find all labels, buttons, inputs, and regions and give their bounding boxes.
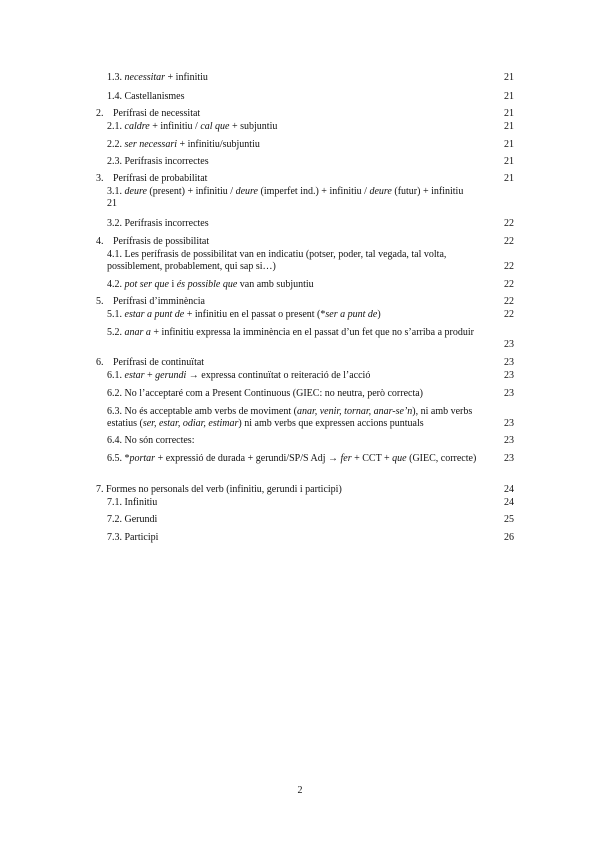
toc-entry-page: 26 (504, 532, 514, 543)
toc-entry-title (107, 249, 514, 273)
toc-entry-page: 21 (504, 156, 514, 167)
toc-entry-page: 23 (504, 453, 514, 464)
toc-title-run: 2.3. Perífrasis incorrectes (107, 156, 209, 167)
toc-title-run: + subjuntiu (229, 121, 278, 132)
toc-entry-title (96, 484, 514, 496)
toc-entry[interactable] (107, 218, 514, 230)
toc-title-run: que (392, 453, 407, 464)
toc-entry[interactable] (107, 249, 514, 273)
toc-entry[interactable] (107, 156, 514, 168)
toc-title-run: 4.1. Les perífrasis de possibilitat van en indicatiu (potser, poder, tal vegada, tal volta, possiblement, probablement, qui sap si…) (107, 249, 447, 272)
toc-title-run: van amb subjuntiu (237, 279, 314, 290)
toc-section[interactable] (96, 108, 514, 120)
toc-title-run: deure (369, 186, 392, 197)
toc-title-run: + infinitiu expressa la imminència en el passat d’un fet que no s’arriba a produir (150, 327, 474, 338)
toc-title-run: (imperfet ind.) + infinitiu / (258, 186, 370, 197)
toc-title-run: caldre (124, 121, 150, 132)
toc-title-run: 7. Formes no personals del verb (infinitiu, gerundi i participi) (96, 484, 342, 495)
toc-entry-page: 21 (504, 121, 514, 132)
toc-entry-page: 21 (504, 139, 514, 150)
toc-entry-page: 23 (504, 435, 514, 446)
toc-entry-page: 25 (504, 514, 514, 525)
toc-title-run: deure (235, 186, 258, 197)
toc-title-run: 1.4. Castellanismes (107, 91, 185, 102)
toc-entry-page: 22 (504, 218, 514, 229)
toc-title-run: 3.2. Perífrasis incorrectes (107, 218, 209, 229)
toc-entry-page: 23 (504, 357, 514, 368)
toc-title-run: estar a punt de (124, 309, 185, 320)
toc-entry[interactable] (107, 388, 514, 400)
toc-entry-title (96, 173, 514, 185)
toc-entry-title (96, 296, 514, 308)
toc-entry-page: 24 (504, 484, 514, 495)
toc-entry-page: 21 (504, 72, 514, 83)
toc-entry-title (107, 186, 514, 198)
toc-entry-page: 21 (504, 173, 514, 184)
toc-title-run: + infinitiu en el passat o present (* (184, 309, 326, 320)
toc-title-run: ser, estar, odiar, estimar (142, 418, 239, 429)
toc-title-run: → expressa continuïtat o reiteració de l’acció (186, 370, 371, 381)
toc-section-number: 2. (96, 108, 104, 119)
toc-entry[interactable] (107, 309, 514, 321)
toc-entry-page: 22 (504, 261, 514, 272)
toc-title-run: és possible que (176, 279, 238, 290)
toc-title-run: (present) + infinitiu / (146, 186, 236, 197)
toc-entry-page: 22 (504, 296, 514, 307)
toc-entry-title (107, 139, 514, 151)
toc-entry-title (107, 279, 514, 291)
toc-entry-title (107, 435, 514, 447)
toc-title-run: 7.3. Participi (107, 532, 159, 543)
toc-title-run: necessitar (124, 72, 166, 83)
toc-section-number: 6. (96, 357, 104, 368)
toc-entry-title (107, 532, 514, 544)
toc-title-run: 7.2. Gerundi (107, 514, 158, 525)
toc-entry-page: 23 (504, 388, 514, 399)
toc-title-run: Perífrasis de possibilitat (113, 236, 210, 247)
toc-title-run: 3.1. (107, 186, 125, 197)
toc-title-run: portar (129, 453, 156, 464)
toc-entry[interactable] (107, 139, 514, 151)
toc-title-run: + infinitiu/subjuntiu (177, 139, 260, 150)
toc-entry[interactable] (107, 497, 514, 509)
toc-entry-page: 23 (504, 370, 514, 381)
toc-entry-title (107, 388, 514, 400)
toc-entry-title (107, 370, 514, 382)
toc-title-run: i (168, 279, 177, 290)
toc-title-run: Perífrasi de probabilitat (113, 173, 208, 184)
page-number: 2 (297, 785, 303, 796)
toc-entry-page: 21 (504, 108, 514, 119)
toc-entry-title (107, 72, 514, 84)
toc-entry-page: 23 (504, 418, 514, 429)
toc-entry-title (107, 121, 514, 133)
toc-entry[interactable] (107, 435, 514, 447)
toc-title-run: ser necessari (124, 139, 177, 150)
toc-entry[interactable] (107, 91, 514, 103)
toc-entry-title (107, 514, 514, 526)
toc-entry-page: 21 (504, 91, 514, 102)
toc-entry[interactable] (107, 279, 514, 291)
toc-title-run: 5.2. (107, 327, 125, 338)
toc-title-run: + infinitiu (165, 72, 208, 83)
toc-entry[interactable] (107, 121, 514, 133)
toc-section-number: 3. (96, 173, 104, 184)
toc-title-run: ser a punt de (325, 309, 378, 320)
toc-section[interactable] (96, 357, 514, 369)
toc-title-run: + (144, 370, 156, 381)
toc-title-run: ) (377, 309, 381, 320)
toc-entry-page: 22 (504, 279, 514, 290)
toc-entry-title (107, 497, 514, 509)
toc-title-run: + infinitiu / (149, 121, 201, 132)
toc-entry[interactable] (107, 186, 514, 210)
toc-entry-page: 22 (504, 309, 514, 320)
toc-title-run: Perífrasi de necessitat (113, 108, 201, 119)
toc-title-run: + expressió de durada + gerundi/SP/S Adj → (155, 453, 341, 464)
toc-title-run: 2.2. (107, 139, 125, 150)
toc-entry[interactable] (107, 453, 514, 465)
toc-section[interactable] (96, 236, 514, 248)
toc-entry-title (107, 91, 514, 103)
toc-section-number: 5. (96, 296, 104, 307)
toc-entry-page: 23 (504, 339, 514, 350)
toc-title-run: 6.5. * (107, 453, 130, 464)
toc-entry-page: 22 (504, 236, 514, 247)
toc-title-run: pot ser que (124, 279, 169, 290)
toc-entry-title (96, 236, 514, 248)
toc-title-run: fer (340, 453, 352, 464)
toc-title-run: 4.2. (107, 279, 125, 290)
toc-entry[interactable] (107, 406, 514, 430)
toc-entry-title (107, 406, 514, 430)
toc-entry-title (96, 108, 514, 120)
toc-title-run: + CCT + (351, 453, 393, 464)
toc-entry-title (107, 309, 514, 321)
toc-title-run: (futur) + infinitiu (391, 186, 464, 197)
toc-title-run: ) ni amb verbs que expressen accions puntuals (238, 418, 424, 429)
toc-title-run: Perífrasi de continuïtat (113, 357, 205, 368)
toc-entry-title (107, 156, 514, 168)
toc-title-run: deure (124, 186, 147, 197)
toc-title-run: 6.1. (107, 370, 125, 381)
toc-entry-title (96, 357, 514, 369)
toc-title-run: 5.1. (107, 309, 125, 320)
toc-entry[interactable] (107, 370, 514, 382)
toc-title-run: gerundi (155, 370, 187, 381)
toc-entry-page: 24 (504, 497, 514, 508)
toc-section-number: 4. (96, 236, 104, 247)
toc-entry-title (107, 218, 514, 230)
toc-title-run: anar a (124, 327, 151, 338)
toc-entry-title (107, 327, 514, 339)
toc-title-run: 6.2. No l’acceptaré com a Present Continuous (GIEC: no neutra, però correcta) (107, 388, 423, 399)
toc-entry[interactable] (107, 72, 514, 84)
toc-title-run: 6.3. No és acceptable amb verbs de moviment ( (107, 406, 297, 417)
toc-title-run: 1.3. (107, 72, 125, 83)
toc-entry[interactable] (107, 532, 514, 544)
toc-title-run: Perífrasi d’imminència (113, 296, 205, 307)
toc-title-run: (GIEC, correcte) (406, 453, 477, 464)
toc-section[interactable] (96, 296, 514, 308)
toc-entry-page: 21 (107, 198, 117, 209)
toc-entry[interactable] (107, 327, 514, 351)
toc-entry-title (107, 453, 514, 465)
toc-entry[interactable] (107, 514, 514, 526)
toc-title-run: ), ni amb verbs estatius ( (107, 406, 473, 429)
toc-title-run: 6.4. No són correctes: (107, 435, 195, 446)
toc-title-run: 7.1. Infinitiu (107, 497, 158, 508)
toc-title-run: cal que (200, 121, 230, 132)
toc-section[interactable] (96, 173, 514, 185)
toc-section[interactable] (96, 484, 514, 496)
toc-title-run: anar, venir, tornar, anar-se’n (296, 406, 413, 417)
toc-title-run: 2.1. (107, 121, 125, 132)
toc-title-run: estar (124, 370, 145, 381)
